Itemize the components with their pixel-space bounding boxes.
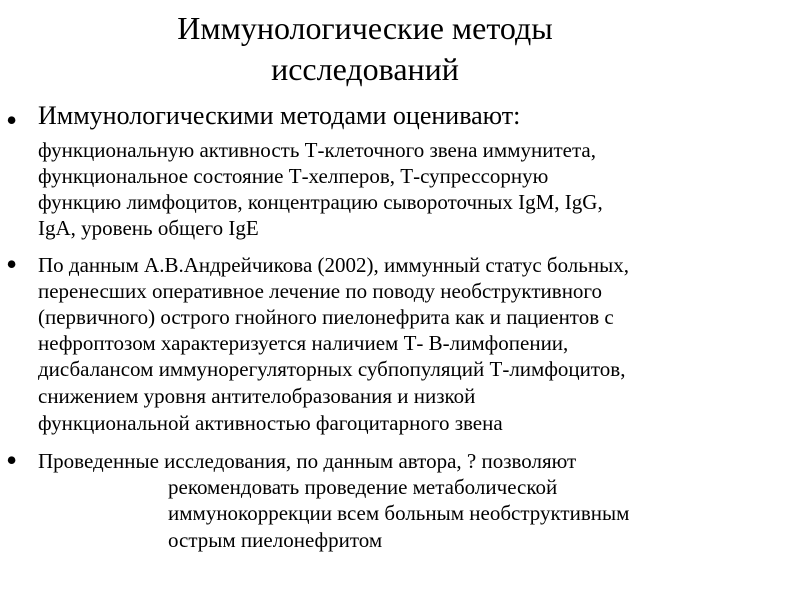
bullet-2-line-3: (первичного) острого гнойного пиелонефрита как и пациентов с	[38, 305, 614, 329]
bullet-2-line-5: дисбалансом иммунорегуляторных субпопуляций Т-лимфоцитов,	[38, 357, 626, 381]
bullet-1-line-2: функциональное состояние Т-хелперов, Т-супрессорную	[38, 164, 549, 188]
bullet-3-line-1: Проведенные исследования, по данным автора, ? позволяют	[38, 449, 577, 473]
bullet-1-lead: Иммунологическими методами оценивают:	[38, 101, 521, 130]
bullet-1-line-1: функциональную активность Т-клеточного звена иммунитета,	[38, 138, 596, 162]
slide-title-line-2: исследований	[271, 51, 459, 87]
bullet-1-line-3: функцию лимфоцитов, концентрацию сывороточных IgM, IgG,	[38, 190, 603, 214]
bullet-2-line-4: нефроптозом характеризуется наличием Т- В-лимфопении,	[38, 331, 569, 355]
bullet-3-line-3: иммунокоррекции всем больным необструктивным	[168, 501, 630, 525]
bullet-2-line-1: По данным А.В.Андрейчикова (2002), иммунный статус больных,	[38, 253, 629, 277]
bullet-2-line-2: перенесших оперативное лечение по поводу необструктивного	[38, 279, 603, 303]
bullet-marker-2: •	[6, 246, 18, 282]
bullet-marker-1: •	[6, 102, 18, 138]
bullet-3-line-4: острым пиелонефритом	[168, 528, 383, 552]
bullet-marker-3: •	[6, 442, 18, 478]
bullet-2-line-7: функциональной активностью фагоцитарного звена	[38, 411, 503, 435]
bullet-3-line-2: рекомендовать проведение метаболической	[168, 475, 558, 499]
slide-title	[0, 8, 730, 90]
bullet-2-line-6: снижением уровня антителобразования и низкой	[38, 384, 476, 408]
slide-title-line-1: Иммунологические методы	[177, 10, 553, 46]
bullet-1-line-4: IgA, уровень общего IgE	[38, 216, 259, 240]
